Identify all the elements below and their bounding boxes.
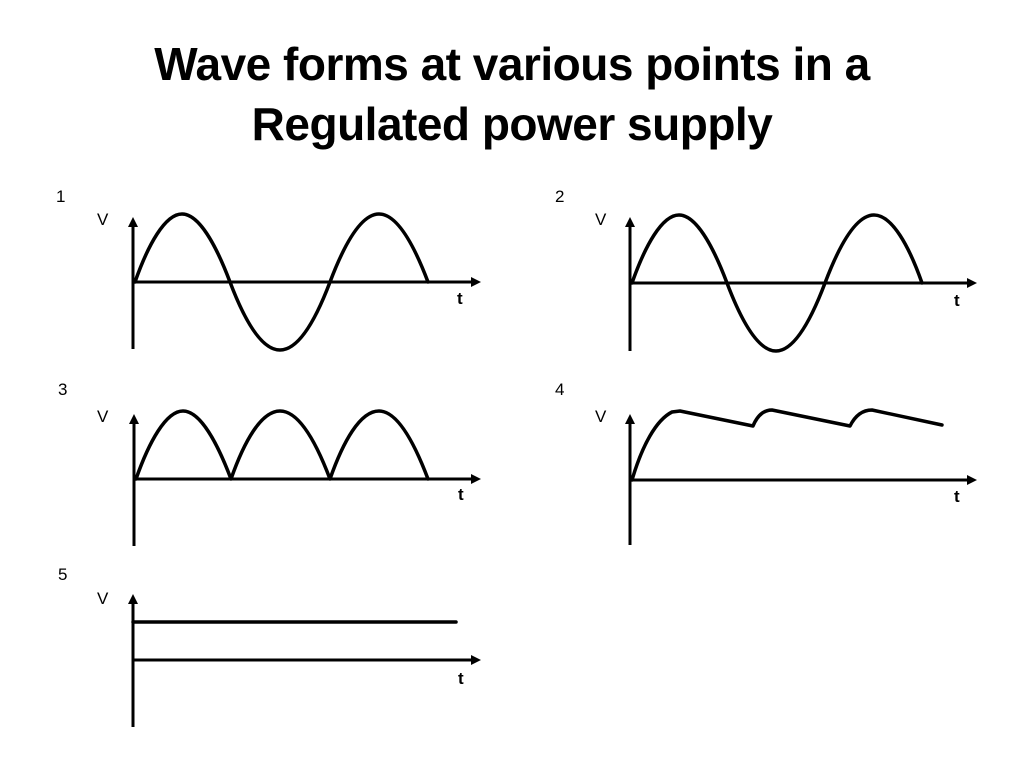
full-wave-rectified xyxy=(136,411,428,479)
x-axis-label: t xyxy=(954,487,960,506)
x-axis-label: t xyxy=(457,289,463,308)
y-axis-label: V xyxy=(595,407,607,426)
x-axis-label: t xyxy=(458,669,464,688)
panel-3 xyxy=(58,380,478,546)
y-axis-label: V xyxy=(97,210,109,229)
title-line-2: Regulated power supply xyxy=(251,98,773,150)
axes xyxy=(630,417,974,545)
y-axis-label: V xyxy=(97,589,109,608)
panel-number: 3 xyxy=(58,380,68,399)
panel-number: 5 xyxy=(58,565,68,584)
panel-number: 2 xyxy=(555,187,565,206)
panel-number: 4 xyxy=(555,380,565,399)
panel-4 xyxy=(555,380,974,545)
x-axis-label: t xyxy=(458,485,464,504)
panel-2 xyxy=(555,187,974,351)
axes xyxy=(134,417,478,546)
x-axis-label: t xyxy=(954,291,960,310)
y-axis-label: V xyxy=(595,210,607,229)
panel-1 xyxy=(56,187,478,350)
filtered-ripple xyxy=(632,410,942,480)
title-line-1: Wave forms at various points in a xyxy=(154,38,870,90)
panel-5 xyxy=(58,565,478,727)
panel-number: 1 xyxy=(56,187,66,206)
axes xyxy=(133,597,478,727)
y-axis-label: V xyxy=(97,407,109,426)
